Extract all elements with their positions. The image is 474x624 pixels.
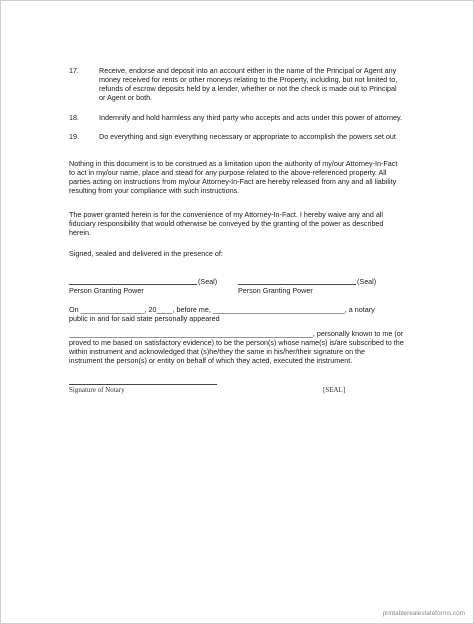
- left-signature-line[interactable]: [69, 284, 197, 285]
- presence-line: Signed, sealed and delivered in the presence of:: [69, 249, 223, 258]
- right-signature-caption: Person Granting Power: [238, 286, 313, 295]
- item-18-text: Indemnify and hold harmless any third party who accepts and acts under this power of attorney.: [99, 113, 403, 122]
- item-19-number: 19.: [69, 132, 79, 141]
- right-signature-line[interactable]: [238, 284, 356, 285]
- item-17-number: 17.: [69, 66, 79, 75]
- left-signature-caption: Person Granting Power: [69, 286, 144, 295]
- convenience-paragraph: The power granted herein is for the convenience of my Attorney-In-Fact. I hereby waive any and all fiduciary responsibility that would otherwise be conveyed by the granting of the power as described herein.: [69, 210, 384, 238]
- right-seal-label: (Seal): [357, 277, 377, 286]
- left-seal-label: (Seal): [198, 277, 218, 286]
- item-18-number: 18.: [69, 113, 79, 122]
- item-19-text: Do everything and sign everything necessary or appropriate to accomplish the powers set out: [99, 132, 396, 141]
- item-17-text: Receive, endorse and deposit into an account either in the name of the Principal or Agent any money received for rents or other moneys relating to the Property, including, but not limited to, refunds of escrow deposits held by a lender, whether or not the check is made out to Principal or Agent or both.: [99, 66, 398, 103]
- limitation-paragraph: Nothing in this document is to be construed as a limitation upon the authority of my/our Attorney-In-Fact to act in my/our name, place and stead for any purpose related to the above-referenced property. All parties acting on instructions from my/our Attorney-In-Fact are hereby released from any and all liability resulting from your compliance with such instructions.: [69, 159, 398, 196]
- notary-seal-label: [SEAL]: [323, 386, 346, 394]
- site-footer: printablerealestateforms.com: [382, 610, 465, 617]
- notary-signature-label: Signature of Notary: [69, 386, 125, 394]
- notary-acknowledgment: On ________________, 20____, before me, _________________________________, a notary public in and for said state personally appeared _____________________________________________________________, personally known to me (or proved to me based on satisfactory evidence) to be the person(s) whose name(s) is/are subscribed to the within instrument and acknowledged that (s)he/they the same in his/her/their signature on the instrument the person(s) or entity on behalf of which they acted, executed the instrument.: [69, 305, 404, 366]
- notary-signature-line[interactable]: [69, 384, 217, 385]
